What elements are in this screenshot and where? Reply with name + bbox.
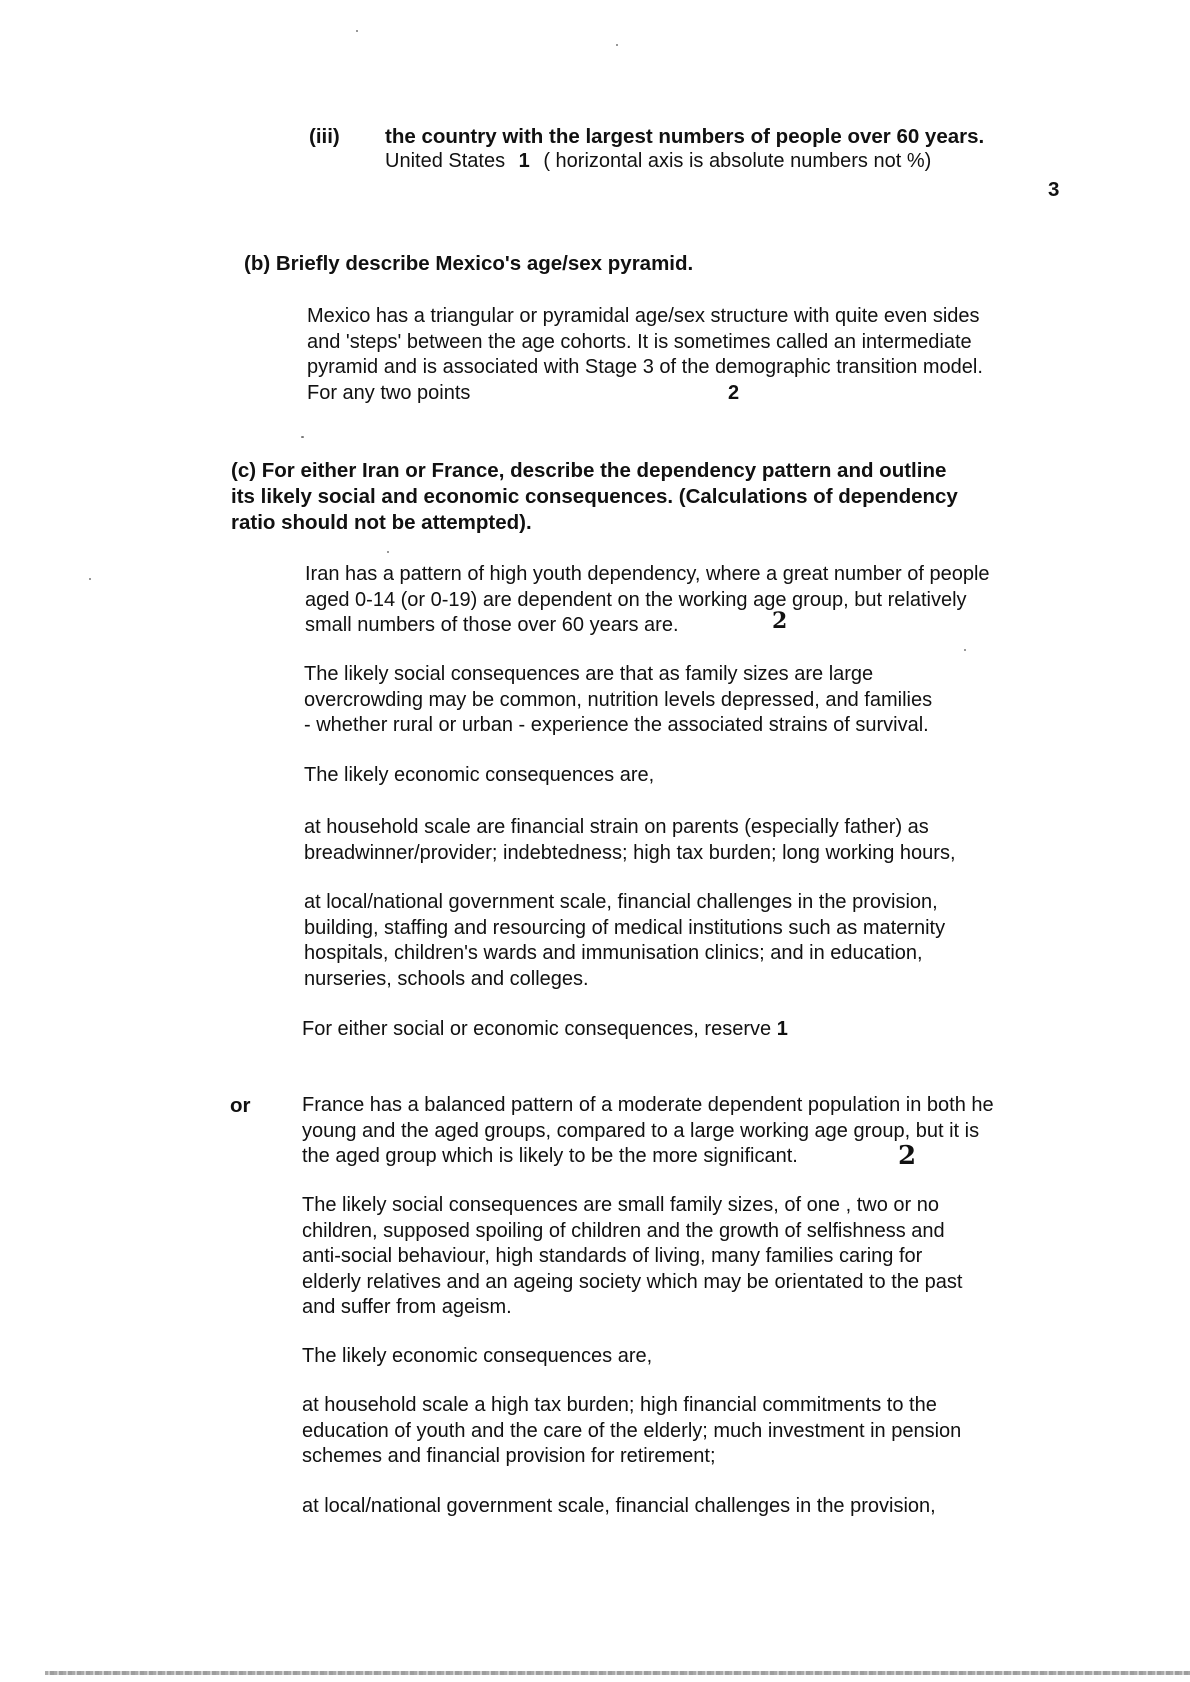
question-c	[231, 458, 958, 536]
france-pattern-line: young and the aged groups, compared to a large working age group, but it is	[302, 1119, 980, 1142]
question-c-line: ratio should not be attempted).	[231, 511, 532, 534]
iran-pattern-line: aged 0-14 (or 0-19) are dependent on the working age group, but relatively	[305, 588, 967, 611]
iran-household-line: at household scale are financial strain on parents (especially father) as	[304, 816, 929, 838]
reserve-mark: 1	[776, 1018, 788, 1040]
france-pattern-line: the aged group which is likely to be the more significant.	[302, 1145, 798, 1167]
answer-b-line: pyramid and is associated with Stage 3 of the demographic transition model.	[307, 356, 983, 378]
iran-government-line: nurseries, schools and colleges.	[304, 967, 589, 990]
iran-social-line: - whether rural or urban - experience the associated strains of survival.	[304, 714, 929, 736]
france-pattern	[302, 1093, 994, 1170]
answer-b-marks: 2	[727, 381, 740, 404]
answer-iii	[385, 149, 931, 175]
scan-speck	[301, 436, 304, 438]
france-household-line: schemes and financial provision for retirement;	[302, 1445, 716, 1467]
france-social-line: children, supposed spoiling of children and the growth of selfishness and	[302, 1219, 945, 1242]
iran-government-line: at local/national government scale, financial challenges in the provision,	[304, 891, 938, 913]
scan-bottom-edge	[45, 1671, 1190, 1675]
france-social-line: and suffer from ageism.	[302, 1296, 512, 1318]
question-b-text: (b) Briefly describe Mexico's age/sex pyramid.	[244, 252, 694, 275]
iran-social-line: The likely social consequences are that as family sizes are large	[304, 663, 874, 685]
france-pattern-line: France has a balanced pattern of a moderate dependent population in both he	[302, 1094, 994, 1116]
iran-government-line: building, staffing and resourcing of medical institutions such as maternity	[304, 916, 946, 939]
scan-speck	[387, 551, 389, 553]
answer-b-points-text: For any two points	[307, 381, 471, 404]
scan-speck	[89, 578, 91, 580]
france-economic-intro: The likely economic consequences are,	[302, 1345, 653, 1367]
iran-government-line: hospitals, children's wards and immunisation clinics; and in education,	[304, 942, 923, 964]
iran-economic-intro: The likely economic consequences are,	[304, 764, 655, 786]
answer-iii-note: ( horizontal axis is absolute numbers not %)	[543, 150, 932, 172]
answer-b-line: Mexico has a triangular or pyramidal age/sex structure with quite even sides	[307, 305, 980, 327]
france-social-line: elderly relatives and an ageing society which may be orientated to the past	[302, 1270, 963, 1293]
answer-iii-mark: 1	[518, 150, 530, 172]
or-label: or	[230, 1094, 251, 1117]
france-government-line: at local/national government scale, financial challenges in the provision,	[302, 1495, 936, 1517]
question-c-line: its likely social and economic consequences. (Calculations of dependency	[231, 485, 958, 508]
iran-pattern-line: small numbers of those over 60 years are.	[305, 614, 679, 636]
reserve-line	[302, 1017, 788, 1043]
scan-speck	[356, 30, 358, 32]
france-household-line: at household scale a high tax burden; high financial commitments to the	[302, 1394, 937, 1416]
france-household	[302, 1393, 961, 1470]
iran-government	[304, 890, 945, 992]
iran-social	[304, 662, 932, 739]
iran-pattern	[305, 562, 990, 639]
iran-handwritten-mark: 2	[772, 608, 788, 634]
answer-b	[307, 304, 983, 406]
question-iii-label: (iii)	[309, 125, 340, 148]
france-household-line: education of youth and the care of the elderly; much investment in pension	[302, 1419, 962, 1442]
france-social-line: anti-social behaviour, high standards of living, many families caring for	[302, 1245, 923, 1267]
answer-b-points	[307, 381, 983, 407]
reserve-text: For either social or economic consequences, reserve	[302, 1018, 772, 1040]
france-handwritten-mark: 2	[898, 1141, 917, 1171]
answer-iii-text: United States	[385, 150, 506, 172]
france-social-line: The likely social consequences are small family sizes, of one , two or no	[302, 1194, 939, 1216]
iran-pattern-line: Iran has a pattern of high youth dependency, where a great number of people	[305, 563, 990, 585]
question-c-line: (c) For either Iran or France, describe the dependency pattern and outline	[231, 459, 947, 482]
part-a-total-marks: 3	[1048, 178, 1060, 201]
iran-household	[304, 815, 956, 866]
iran-social-line: overcrowding may be common, nutrition levels depressed, and families	[304, 688, 933, 711]
scan-speck	[616, 44, 618, 46]
scan-speck	[964, 649, 966, 651]
answer-b-line: and 'steps' between the age cohorts. It is sometimes called an intermediate	[307, 330, 972, 353]
france-social	[302, 1193, 962, 1321]
question-iii-text: the country with the largest numbers of people over 60 years.	[385, 125, 985, 148]
iran-household-line: breadwinner/provider; indebtedness; high tax burden; long working hours,	[304, 841, 956, 864]
